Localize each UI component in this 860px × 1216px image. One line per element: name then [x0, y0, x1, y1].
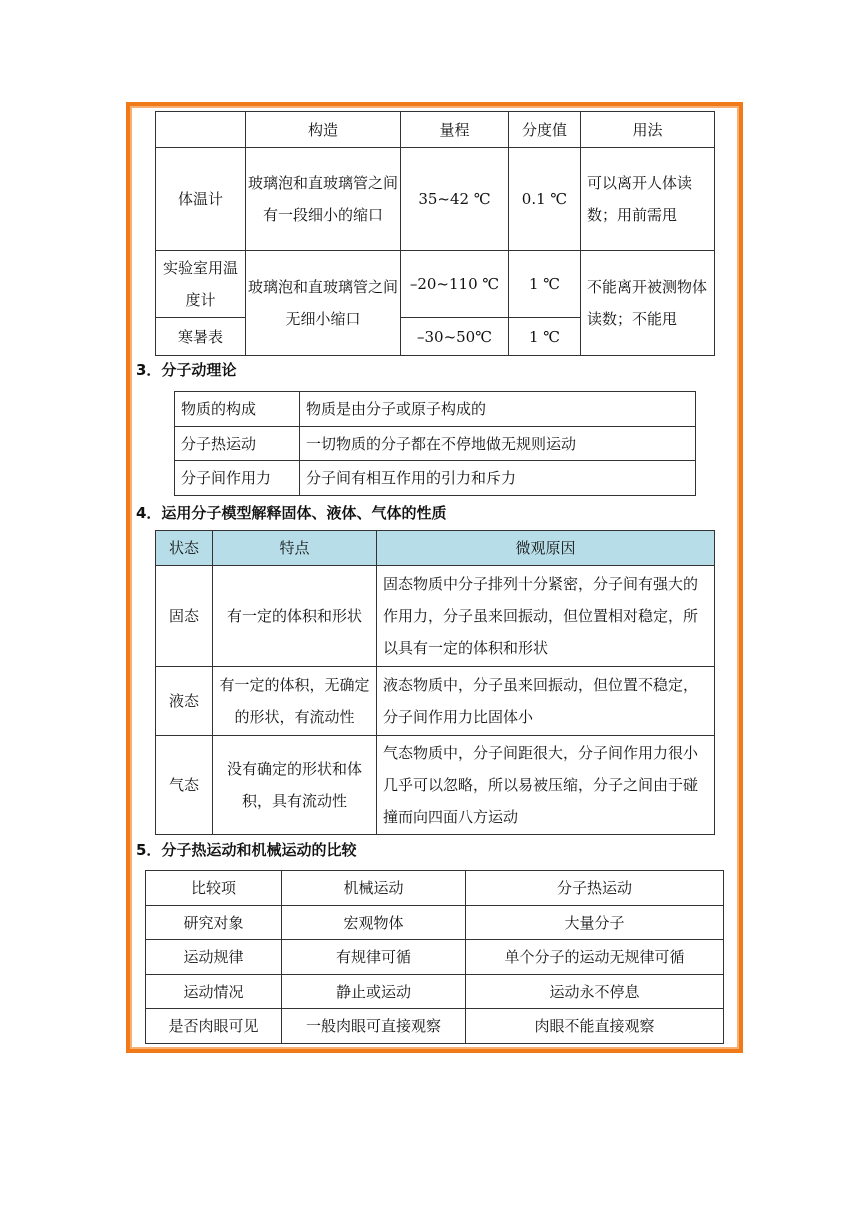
desc-cell: 物质是由分子或原子构成的: [300, 392, 696, 427]
state-cell: 固态: [156, 566, 213, 667]
structure-cell: 玻璃泡和直玻璃管之间有一段细小的缩口: [246, 148, 401, 251]
cell: 运动情况: [146, 975, 282, 1009]
cell: 肉眼不能直接观察: [466, 1009, 724, 1044]
header-cell: 比较项: [146, 871, 282, 906]
header-cell: 机械运动: [282, 871, 466, 906]
row-label: 实验室用温度计: [156, 251, 246, 318]
division-cell: 0.1 ℃: [509, 148, 581, 251]
term-cell: 分子间作用力: [175, 461, 300, 496]
section-heading: 5．分子热运动和机械运动的比较: [136, 841, 357, 859]
header-cell: 微观原因: [377, 531, 715, 566]
header-cell: 量程: [401, 112, 509, 148]
reason-cell: 固态物质中分子排列十分紧密，分子间有强大的作用力，分子虽来回振动，但位置相对稳定，所以具有一定的体积和形状: [377, 566, 715, 667]
states-of-matter-table: [155, 530, 715, 835]
cell: 宏观物体: [282, 906, 466, 940]
usage-cell: 可以离开人体读数；用前需甩: [581, 148, 715, 251]
range-cell: –20~110 ℃: [401, 251, 509, 318]
table-row: [175, 461, 696, 496]
section-heading: 3．分子动理论: [136, 361, 237, 379]
table-row: [156, 566, 715, 667]
table-row: [175, 427, 696, 461]
division-cell: 1 ℃: [509, 251, 581, 318]
table-row: [146, 940, 724, 975]
cell: 有规律可循: [282, 940, 466, 975]
table-row: [156, 667, 715, 736]
cell: 是否肉眼可见: [146, 1009, 282, 1044]
table-header-row: [156, 112, 715, 148]
cell: 单个分子的运动无规律可循: [466, 940, 724, 975]
table-row: [156, 148, 715, 251]
section-heading: 4．运用分子模型解释固体、液体、气体的性质: [136, 504, 447, 522]
table-row: [146, 1009, 724, 1044]
cell: 运动永不停息: [466, 975, 724, 1009]
cell: 大量分子: [466, 906, 724, 940]
term-cell: 物质的构成: [175, 392, 300, 427]
header-cell: 用法: [581, 112, 715, 148]
desc-cell: 分子间有相互作用的引力和斥力: [300, 461, 696, 496]
structure-cell: 玻璃泡和直玻璃管之间无细小缩口: [246, 251, 401, 356]
table-header-row: [146, 871, 724, 906]
table-header-row: [156, 531, 715, 566]
state-cell: 气态: [156, 736, 213, 835]
header-cell: 分子热运动: [466, 871, 724, 906]
feature-cell: 有一定的体积，无确定的形状，有流动性: [213, 667, 377, 736]
feature-cell: 没有确定的形状和体积，具有流动性: [213, 736, 377, 835]
reason-cell: 气态物质中，分子间距很大，分子间作用力很小几乎可以忽略，所以易被压缩，分子之间由于碰撞而向四面八方运动: [377, 736, 715, 835]
cell: 研究对象: [146, 906, 282, 940]
desc-cell: 一切物质的分子都在不停地做无规则运动: [300, 427, 696, 461]
table-row: [146, 975, 724, 1009]
row-label: 体温计: [156, 148, 246, 251]
cell: 静止或运动: [282, 975, 466, 1009]
cell: 一般肉眼可直接观察: [282, 1009, 466, 1044]
feature-cell: 有一定的体积和形状: [213, 566, 377, 667]
header-cell: [156, 112, 246, 148]
header-cell: 分度值: [509, 112, 581, 148]
range-cell: 35~42 ℃: [401, 148, 509, 251]
table-row: [156, 251, 715, 318]
header-cell: 状态: [156, 531, 213, 566]
division-cell: 1 ℃: [509, 318, 581, 356]
usage-cell: 不能离开被测物体读数；不能甩: [581, 251, 715, 356]
row-label: 寒暑表: [156, 318, 246, 356]
table-row: [175, 392, 696, 427]
reason-cell: 液态物质中，分子虽来回振动，但位置不稳定，分子间作用力比固体小: [377, 667, 715, 736]
table-row: [156, 736, 715, 835]
table-row: [146, 906, 724, 940]
cell: 运动规律: [146, 940, 282, 975]
thermometer-table: [155, 111, 715, 356]
state-cell: 液态: [156, 667, 213, 736]
molecular-theory-table: [174, 391, 696, 496]
term-cell: 分子热运动: [175, 427, 300, 461]
motion-comparison-table: [145, 870, 724, 1044]
header-cell: 特点: [213, 531, 377, 566]
range-cell: –30~50℃: [401, 318, 509, 356]
header-cell: 构造: [246, 112, 401, 148]
